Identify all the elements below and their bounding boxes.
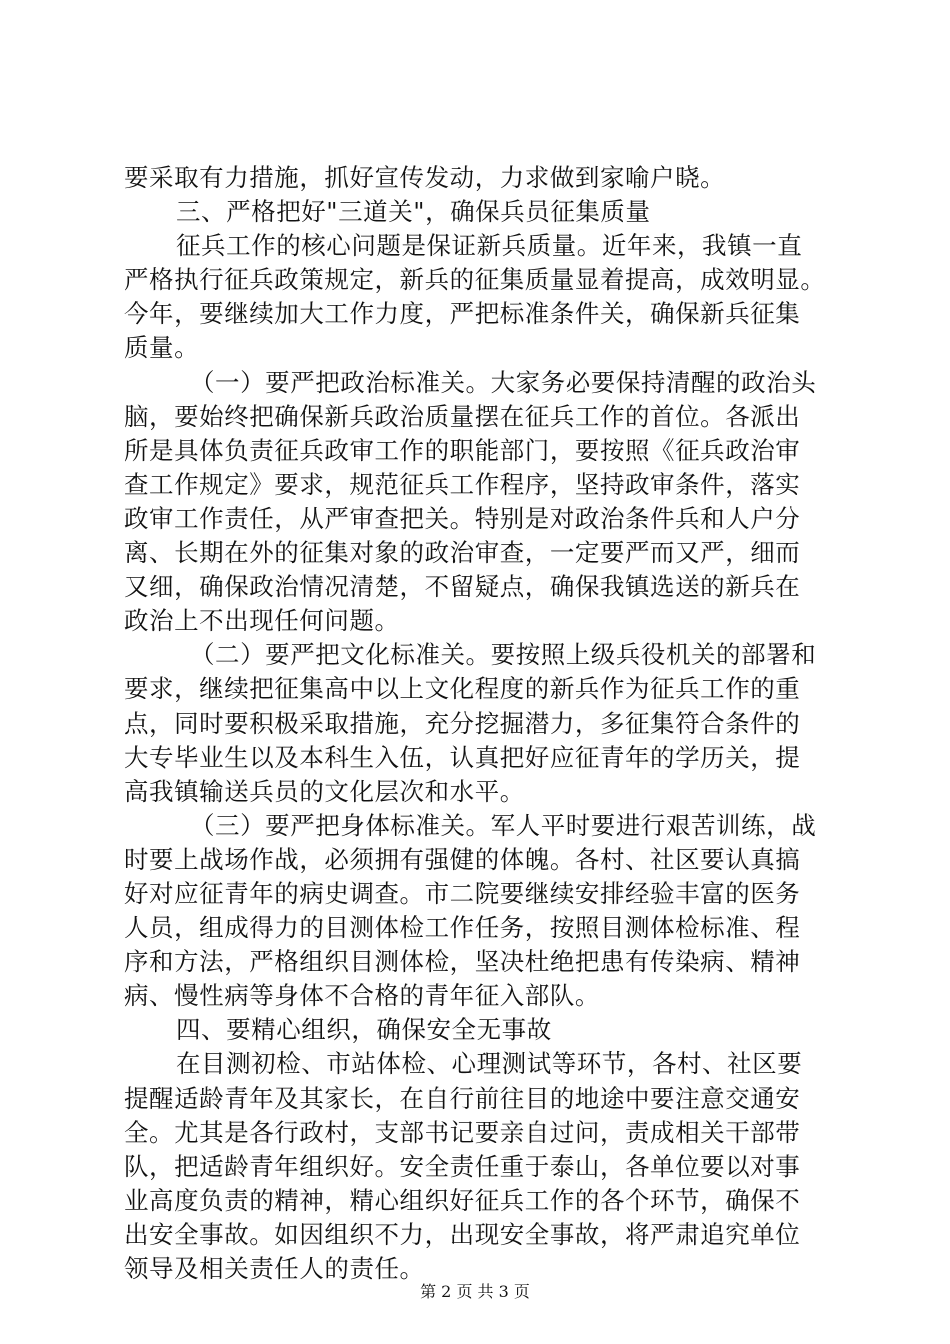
text-line: 大专毕业生以及本科生入伍，认真把好应征青年的学历关，提 [124, 742, 801, 772]
text-line: 时要上战场作战，必须拥有强健的体魄。各村、社区要认真搞 [124, 844, 801, 874]
text-line: 高我镇输送兵员的文化层次和水平。 [124, 776, 525, 806]
text-line: 政治上不出现任何问题。 [124, 606, 400, 636]
text-line: 今年，要继续加大工作力度，严把标准条件关，确保新兵征集 [124, 299, 801, 329]
text-line: 离、长期在外的征集对象的政治审查，一定要严而又严，细而 [124, 538, 801, 568]
text-line: 要采取有力措施，抓好宣传发动，力求做到家喻户晓。 [124, 163, 726, 192]
subsection-line: （一）要严把政治标准关。大家务必要保持清醒的政治头 [190, 367, 817, 397]
text-line: 脑，要始终把确保新兵政治质量摆在征兵工作的首位。各派出 [124, 401, 801, 431]
text-line: 要求，继续把征集高中以上文化程度的新兵作为征兵工作的重 [124, 674, 801, 704]
subsection-line: （二）要严把文化标准关。要按照上级兵役机关的部署和 [190, 640, 817, 670]
document-body [124, 161, 836, 1286]
text-line: 点，同时要积极采取措施，充分挖掘潜力，多征集符合条件的 [124, 708, 801, 738]
section-heading: 四、要精心组织，确保安全无事故 [176, 1015, 552, 1045]
text-line: 业高度负责的精神，精心组织好征兵工作的各个环节，确保不 [124, 1185, 801, 1215]
text-line: 政审工作责任，从严审查把关。特别是对政治条件兵和人户分 [124, 503, 801, 533]
text-line: 人员，组成得力的目测体检工作任务，按照目测体检标准、程 [124, 913, 801, 943]
text-line: 查工作规定》要求，规范征兵工作程序，坚持政审条件，落实 [124, 469, 801, 499]
text-line: 征兵工作的核心问题是保证新兵质量。近年来，我镇一直 [176, 231, 803, 261]
text-line: 序和方法，严格组织目测体检，坚决杜绝把患有传染病、精神 [124, 947, 801, 977]
text-line: 好对应征青年的病史调查。市二院要继续安排经验丰富的医务 [124, 878, 801, 908]
text-line: 领导及相关责任人的责任。 [124, 1254, 425, 1283]
text-line: 队，把适龄青年组织好。安全责任重于泰山，各单位要以对事 [124, 1151, 801, 1181]
text-line: 全。尤其是各行政村，支部书记要亲自过问，责成相关干部带 [124, 1117, 801, 1147]
text-line: 在目测初检、市站体检、心理测试等环节，各村、社区要 [176, 1049, 803, 1079]
text-line: 提醒适龄青年及其家长，在自行前往目的地途中要注意交通安 [124, 1083, 801, 1113]
page-footer [0, 1282, 950, 1302]
text-line: 严格执行征兵政策规定，新兵的征集质量显着提高，成效明显。 [124, 265, 826, 295]
page-number: 第 2 页 共 3 页 [420, 1282, 530, 1301]
subsection-line: （三）要严把身体标准关。军人平时要进行艰苦训练，战 [190, 810, 817, 840]
text-line: 病、慢性病等身体不合格的青年征入部队。 [124, 981, 600, 1011]
text-line: 所是具体负责征兵政审工作的职能部门，要按照《征兵政治审 [124, 435, 801, 465]
text-line: 质量。 [124, 333, 200, 363]
text-line: 又细，确保政治情况清楚，不留疑点，确保我镇选送的新兵在 [124, 572, 801, 602]
section-heading: 三、严格把好"三道关"，确保兵员征集质量 [176, 197, 651, 227]
text-line: 出安全事故。如因组织不力，出现安全事故，将严肃追究单位 [124, 1219, 801, 1249]
